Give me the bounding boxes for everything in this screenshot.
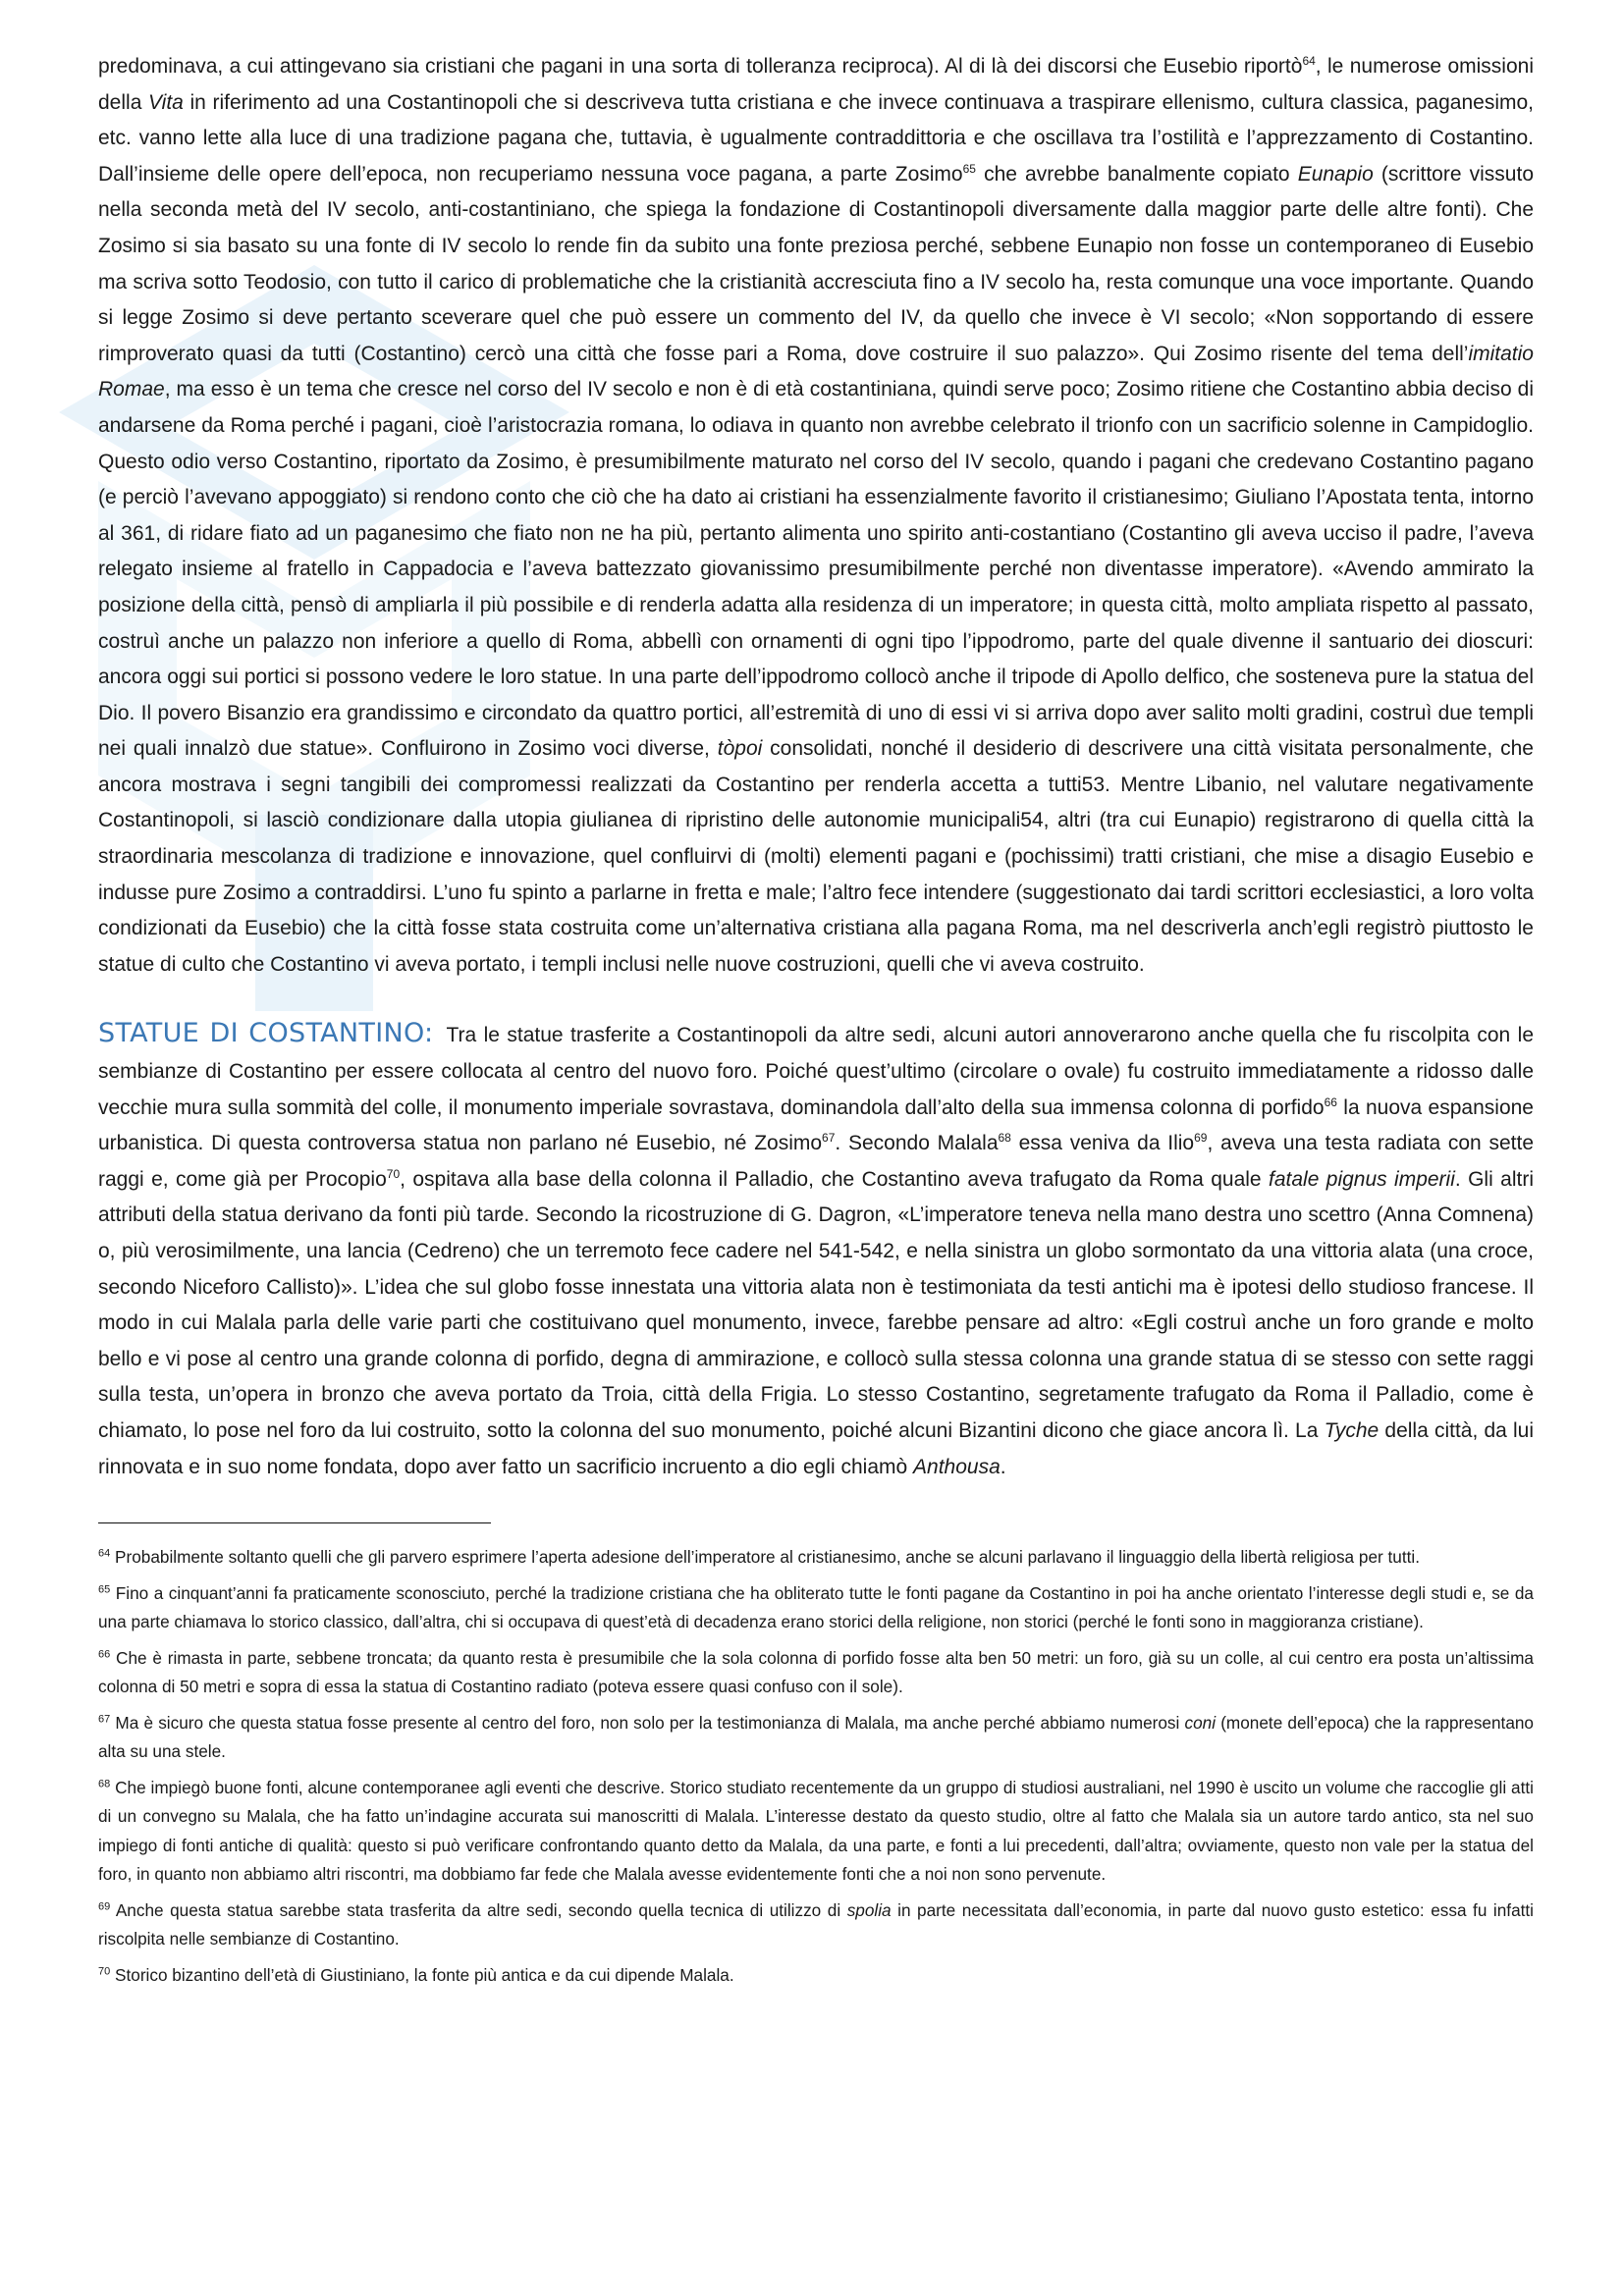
body-paragraph-statue: STATUE DI COSTANTINO: Tra le statue trasferite a Costantinopoli da altre sedi, alcuni autori annoverarono anche quella che fu riscolpita con le sembianze di Costantino per essere collocata al centro del nuovo foro. Poiché quest’ultimo (circolare o ovale) fu costruito immediatamente a ridosso dalle vecchie mura sulla sommità del colle, il monumento imperiale sovrastava, dominandola dall’alto della sua immensa colonna di porfido$^{66}$ la nuova espansione urbanistica. Di questa controversa statua non parlano né Eusebio, né Zosimo$^{67}$. Secondo Malala$^{68}$ essa veniva da Ilio$^{69}$, aveva una testa radiata con sette raggi e, come già per Procopio$^{70}$, ospitava alla base della colonna il Palladio, che Costantino aveva trafugato da Roma quale fatale pignus imperii. Gli altri attributi della statua derivano da fonti più tarde. Secondo la ricostruzione di G. Dagron, «L’imperatore teneva nella mano destra uno scettro (Anna Comnena) o, più verosimilmente, una lancia (Cedreno) che un terremoto fece cadere nel 541-542, e nella sinistra un globo sormontato da una vittoria alata (una croce, secondo Niceforo Callisto)». L’idea che sul globo fosse innestata una vittoria alata non è testimoniata da testi antichi ma è ipotesi dello studioso francese. Il modo in cui Malala parla delle varie parti che costituivano quel monumento, invece, farebbe pensare ad altro: «Egli costruì anche un foro grande e molto bello e vi pose al centro una grande colonna di porfido, degna di ammirazione, e collocò sulla stessa colonna una grande statua di se stesso con sette raggi sulla testa, un’opera in bronzo che aveva portato da Troia, città della Frigia. Lo stesso Costantino, segretamente trafugato da Roma il Palladio, come è chiamato, lo pose nel foro da lui costruito, sotto la colonna del suo monumento, poiché alcuni Bizantini dicono che giace ancora lì. La Tyche della città, da lui rinnovata e in suo nome fondata, dopo aver fatto un sacrificio incruento a dio egli chiamò Anthousa. [98,1018,1534,1478]
section-heading: STATUE DI COSTANTINO: [98,1018,434,1049]
footnote-separator [98,1522,491,1523]
footnotes [98,1543,1534,1990]
footnote-ref-65[interactable]: 65 [962,161,976,176]
footnote-66: $^{66}$ Che è rimasta in parte, sebbene troncata; da quanto resta è presumibile che la sola colonna di porfido fosse alta ben 50 metri: un foro, già su un colle, al cui centro era posta un’altissima colonna di 50 metri e sopra di essa la statua di Costantino radiato (poteva essere quasi confuso con il sole). [98,1647,1534,1697]
footnote-ref-64[interactable]: 64 [1302,54,1316,68]
footnote-ref-67[interactable]: 67 [822,1131,836,1146]
footnote-65: $^{65}$ Fino a cinquant’anni fa praticamente sconosciuto, perché la tradizione cristiana che ha obliterato tutte le fonti pagane da Costantino in poi ha anche orientato l’interesse degli studi e, se da una parte chiamava lo storico classico, dall’altra, chi si occupava di quest’età di decadenza erano storici della religione, non storici (perché le fonti sono in maggioranza cristiane). [98,1582,1534,1632]
footnote-69: $^{69}$ Anche questa statua sarebbe stata trasferita da altre sedi, secondo quella tecnica di utilizzo di spolia in parte necessitata dall’economia, in parte dal nuovo gusto estetico: essa fu infatti riscolpita nelle sembianze di Costantino. [98,1899,1534,1949]
body-paragraph-1: predominava, a cui attingevano sia cristiani che pagani in una sorta di tolleranza reciproca). Al di là dei discorsi che Eusebio riportò$^{64}$, le numerose omissioni della Vita in riferimento ad una Costantinopoli che si descriveva tutta cristiana e che invece continuava a traspirare ellenismo, cultura classica, paganesimo, etc. vanno lette alla luce di una tradizione pagana che, tuttavia, è ugualmente contraddittoria e che oscillava tra l’ostilità e l’apprezzamento di Costantino. Dall’insieme delle opere dell’epoca, non recuperiamo nessuna voce pagana, a parte Zosimo$^{65}$ che avrebbe banalmente copiato Eunapio (scrittore vissuto nella seconda metà del IV secolo, anti-costantiniano, che spiega la fondazione di Costantinopoli diversamente dalla maggior parte delle altre fonti). Che Zosimo si sia basato su una fonte di IV secolo lo rende fin da subito una fonte preziosa perché, sebbene Eunapio non fosse un contemporaneo di Eusebio ma scriva sotto Teodosio, con tutto il carico di problematiche che la cristianità accresciuta fino a IV secolo ha, resta comunque una voce importante. Quando si legge Zosimo si deve pertanto sceverare quel che può essere un commento del IV, da quello che invece è VI secolo; «Non sopportando di essere rimproverato quasi da tutti (Costantino) cercò una città che fosse pari a Roma, dove costruire il suo palazzo». Qui Zosimo risente del tema dell’imitatio Romae, ma esso è un tema che cresce nel corso del IV secolo e non è di età costantiniana, quindi serve poco; Zosimo ritiene che Costantino abbia deciso di andarsene da Roma perché i pagani, cioè l’aristocrazia romana, lo odiava in quanto non avrebbe celebrato il trionfo con un sacrificio solenne in Campidoglio. Questo odio verso Costantino, riportato da Zosimo, è presumibilmente maturato nel corso del IV secolo, quando i pagani che credevano Costantino pagano (e perciò l’avevano appoggiato) si rendono conto che ciò che ha dato ai cristiani ha essenzialmente favorito il cristianesimo; Giuliano l’Apostata tenta, intorno al 361, di ridare fiato ad un paganesimo che fiato non ne ha più, pertanto alimenta uno spirito anti-costantiano (Costantino gli aveva ucciso il padre, l’aveva relegato insieme al fratello in Cappadocia e l’aveva battezzato giovanissimo presumibilmente perché non diventasse imperatore). «Avendo ammirato la posizione della città, pensò di ampliarla il più possibile e di renderla adatta alla residenza di un imperatore; in questa città, molto ampliata rispetto al passato, costruì anche un palazzo non inferiore a quello di Roma, abbellì con ornamenti di ogni tipo l’ippodromo, parte del quale divenne il santuario dei dioscuri: ancora oggi sui portici si possono vedere le loro statue. In una parte dell’ippodromo collocò anche il tripode di Apollo delfico, che sosteneva pure la statua del Dio. Il povero Bisanzio era grandissimo e circondato da quattro portici, all’estremità di uno di essi vi si arriva dopo aver salito molti gradini, costruì due templi nei quali innalzò due statue». Confluirono in Zosimo voci diverse, tòpoi consolidati, nonché il desiderio di descrivere una città visitata personalmente, che ancora mostrava i segni tangibili dei compromessi realizzati da Costantino per renderla accetta a tutti53. Mentre Libanio, nel valutare negativamente Costantinopoli, si lasciò condizionare dalla utopia giulianea di ripristino delle autonomie municipali54, altri (tra cui Eunapio) registrarono di quella città la straordinaria mescolanza di tradizione e innovazione, quel confluirvi di (molti) elementi pagani e (pochissimi) tratti cristiani, che mise a disagio Eusebio e indusse pure Zosimo a contraddirsi. L’uno fu spinto a parlarne in fretta e male; l’altro fece intendere (suggestionato dai tardi scrittori ecclesiastici, a loro volta condizionati da Eusebio) che la città fosse stata costruita come un’alternativa cristiana alla pagana Roma, ma nel descriverla anch’egli registrò piuttosto le statue di culto che Costantino vi aveva portato, i templi inclusi nelle nuove costruzioni, quelli che vi aveva costruito. [98,54,1534,976]
document-page [98,49,1534,1997]
footnote-70: $^{70}$ Storico bizantino dell’età di Giustiniano, la fonte più antica e da cui dipende Malala. [98,1964,734,1985]
footnote-ref-68[interactable]: 68 [998,1131,1011,1146]
footnote-ref-69[interactable]: 69 [1194,1131,1208,1146]
footnote-64: $^{64}$ Probabilmente soltanto quelli che gli parvero esprimere l’aperta adesione dell’imperatore al cristianesimo, anche se alcuni parlavano il linguaggio della libertà religiosa per tutti. [98,1547,1420,1568]
footnote-ref-70[interactable]: 70 [386,1166,401,1181]
footnote-67: $^{67}$ Ma è sicuro che questa statua fosse presente al centro del foro, non solo per la testimonianza di Malala, ma anche perché abbiamo numerosi coni (monete dell’epoca) che la rappresentano alta su una stele. [98,1712,1534,1762]
footnote-68: $^{68}$ Che impiegò buone fonti, alcune contemporanee agli eventi che descrive. Storico studiato recentemente da un gruppo di studiosi australiani, nel 1990 è uscito un volume che raccoglie gli atti di un convegno su Malala, che ha fatto un’indagine accurata sui manoscritti di Malala. L’interesse destato da questo studio, oltre al fatto che Malala sia un autore tardo antico, sta nel suo impiego di fonti antiche di qualità: questo si può verificare confrontando quanto detto da Malala, da una parte, e fonti a lui precedenti, dall’altra; ovviamente, questo non vale per la statua del foro, in quanto non abbiamo altri riscontri, ma dobbiamo far fede che Malala avesse evidentemente fonti che a noi non sono pervenute. [98,1777,1534,1885]
footnote-ref-66[interactable]: 66 [1324,1095,1337,1109]
